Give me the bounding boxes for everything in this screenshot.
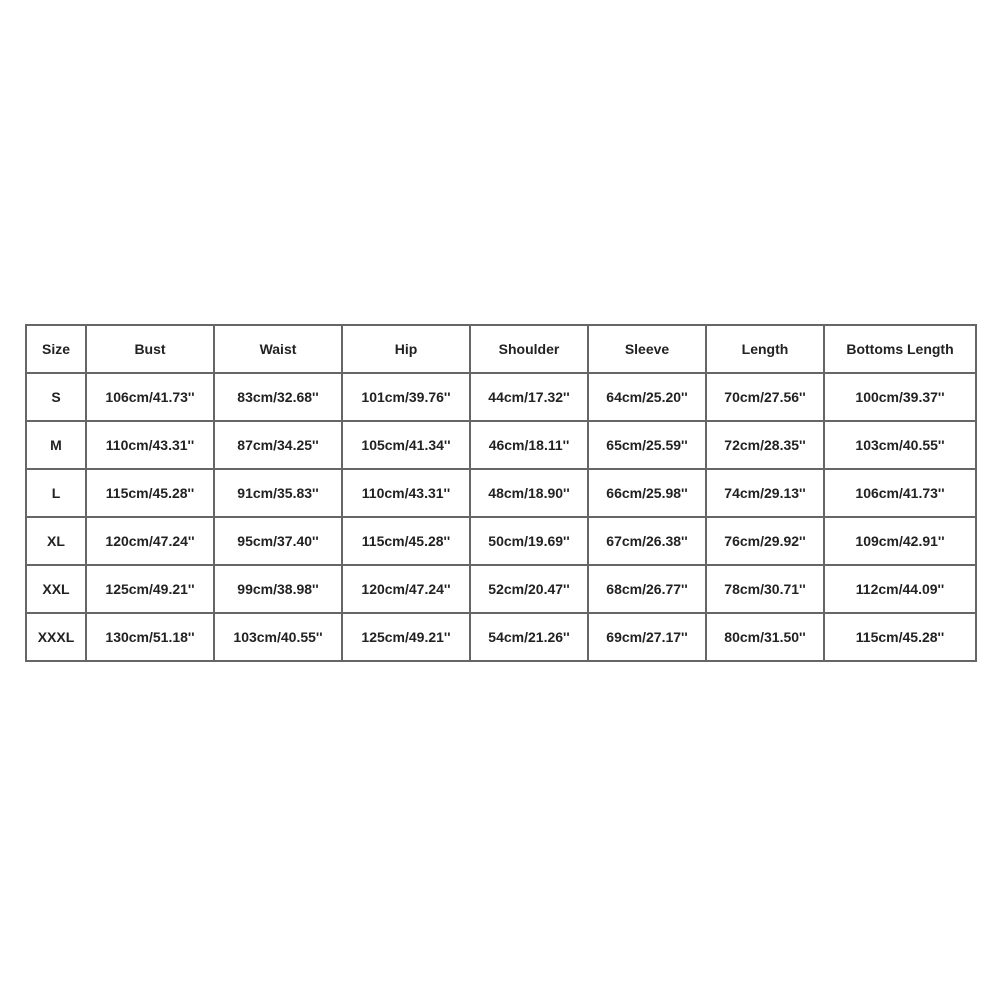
- shoulder-cell: 44cm/17.32'': [470, 373, 588, 421]
- size-cell: M: [26, 421, 86, 469]
- header-waist: Waist: [214, 325, 342, 373]
- shoulder-cell: 54cm/21.26'': [470, 613, 588, 661]
- length-cell: 76cm/29.92'': [706, 517, 824, 565]
- waist-cell: 91cm/35.83'': [214, 469, 342, 517]
- size-chart-table: [25, 324, 977, 662]
- hip-cell: 115cm/45.28'': [342, 517, 470, 565]
- header-shoulder: Shoulder: [470, 325, 588, 373]
- table-header-row: [26, 325, 976, 373]
- length-cell: 74cm/29.13'': [706, 469, 824, 517]
- waist-cell: 83cm/32.68'': [214, 373, 342, 421]
- sleeve-cell: 68cm/26.77'': [588, 565, 706, 613]
- size-cell: L: [26, 469, 86, 517]
- length-cell: 70cm/27.56'': [706, 373, 824, 421]
- hip-cell: 105cm/41.34'': [342, 421, 470, 469]
- header-sleeve: Sleeve: [588, 325, 706, 373]
- hip-cell: 125cm/49.21'': [342, 613, 470, 661]
- length-cell: 78cm/30.71'': [706, 565, 824, 613]
- bust-cell: 125cm/49.21'': [86, 565, 214, 613]
- bottoms-length-cell: 103cm/40.55'': [824, 421, 976, 469]
- waist-cell: 95cm/37.40'': [214, 517, 342, 565]
- waist-cell: 103cm/40.55'': [214, 613, 342, 661]
- table-row: [26, 469, 976, 517]
- bust-cell: 110cm/43.31'': [86, 421, 214, 469]
- sleeve-cell: 66cm/25.98'': [588, 469, 706, 517]
- table-row: [26, 613, 976, 661]
- table-row: [26, 421, 976, 469]
- waist-cell: 99cm/38.98'': [214, 565, 342, 613]
- table-row: [26, 373, 976, 421]
- shoulder-cell: 48cm/18.90'': [470, 469, 588, 517]
- length-cell: 80cm/31.50'': [706, 613, 824, 661]
- bottoms-length-cell: 106cm/41.73'': [824, 469, 976, 517]
- shoulder-cell: 50cm/19.69'': [470, 517, 588, 565]
- sleeve-cell: 67cm/26.38'': [588, 517, 706, 565]
- table-row: [26, 565, 976, 613]
- hip-cell: 101cm/39.76'': [342, 373, 470, 421]
- bust-cell: 106cm/41.73'': [86, 373, 214, 421]
- bust-cell: 130cm/51.18'': [86, 613, 214, 661]
- length-cell: 72cm/28.35'': [706, 421, 824, 469]
- header-bust: Bust: [86, 325, 214, 373]
- table-row: [26, 517, 976, 565]
- bottoms-length-cell: 109cm/42.91'': [824, 517, 976, 565]
- header-bottoms-length: Bottoms Length: [824, 325, 976, 373]
- size-cell: S: [26, 373, 86, 421]
- sleeve-cell: 69cm/27.17'': [588, 613, 706, 661]
- bottoms-length-cell: 115cm/45.28'': [824, 613, 976, 661]
- hip-cell: 110cm/43.31'': [342, 469, 470, 517]
- waist-cell: 87cm/34.25'': [214, 421, 342, 469]
- bust-cell: 120cm/47.24'': [86, 517, 214, 565]
- sleeve-cell: 64cm/25.20'': [588, 373, 706, 421]
- header-hip: Hip: [342, 325, 470, 373]
- hip-cell: 120cm/47.24'': [342, 565, 470, 613]
- sleeve-cell: 65cm/25.59'': [588, 421, 706, 469]
- header-size: Size: [26, 325, 86, 373]
- size-cell: XXXL: [26, 613, 86, 661]
- bottoms-length-cell: 100cm/39.37'': [824, 373, 976, 421]
- header-length: Length: [706, 325, 824, 373]
- bottoms-length-cell: 112cm/44.09'': [824, 565, 976, 613]
- shoulder-cell: 46cm/18.11'': [470, 421, 588, 469]
- size-cell: XL: [26, 517, 86, 565]
- bust-cell: 115cm/45.28'': [86, 469, 214, 517]
- size-cell: XXL: [26, 565, 86, 613]
- shoulder-cell: 52cm/20.47'': [470, 565, 588, 613]
